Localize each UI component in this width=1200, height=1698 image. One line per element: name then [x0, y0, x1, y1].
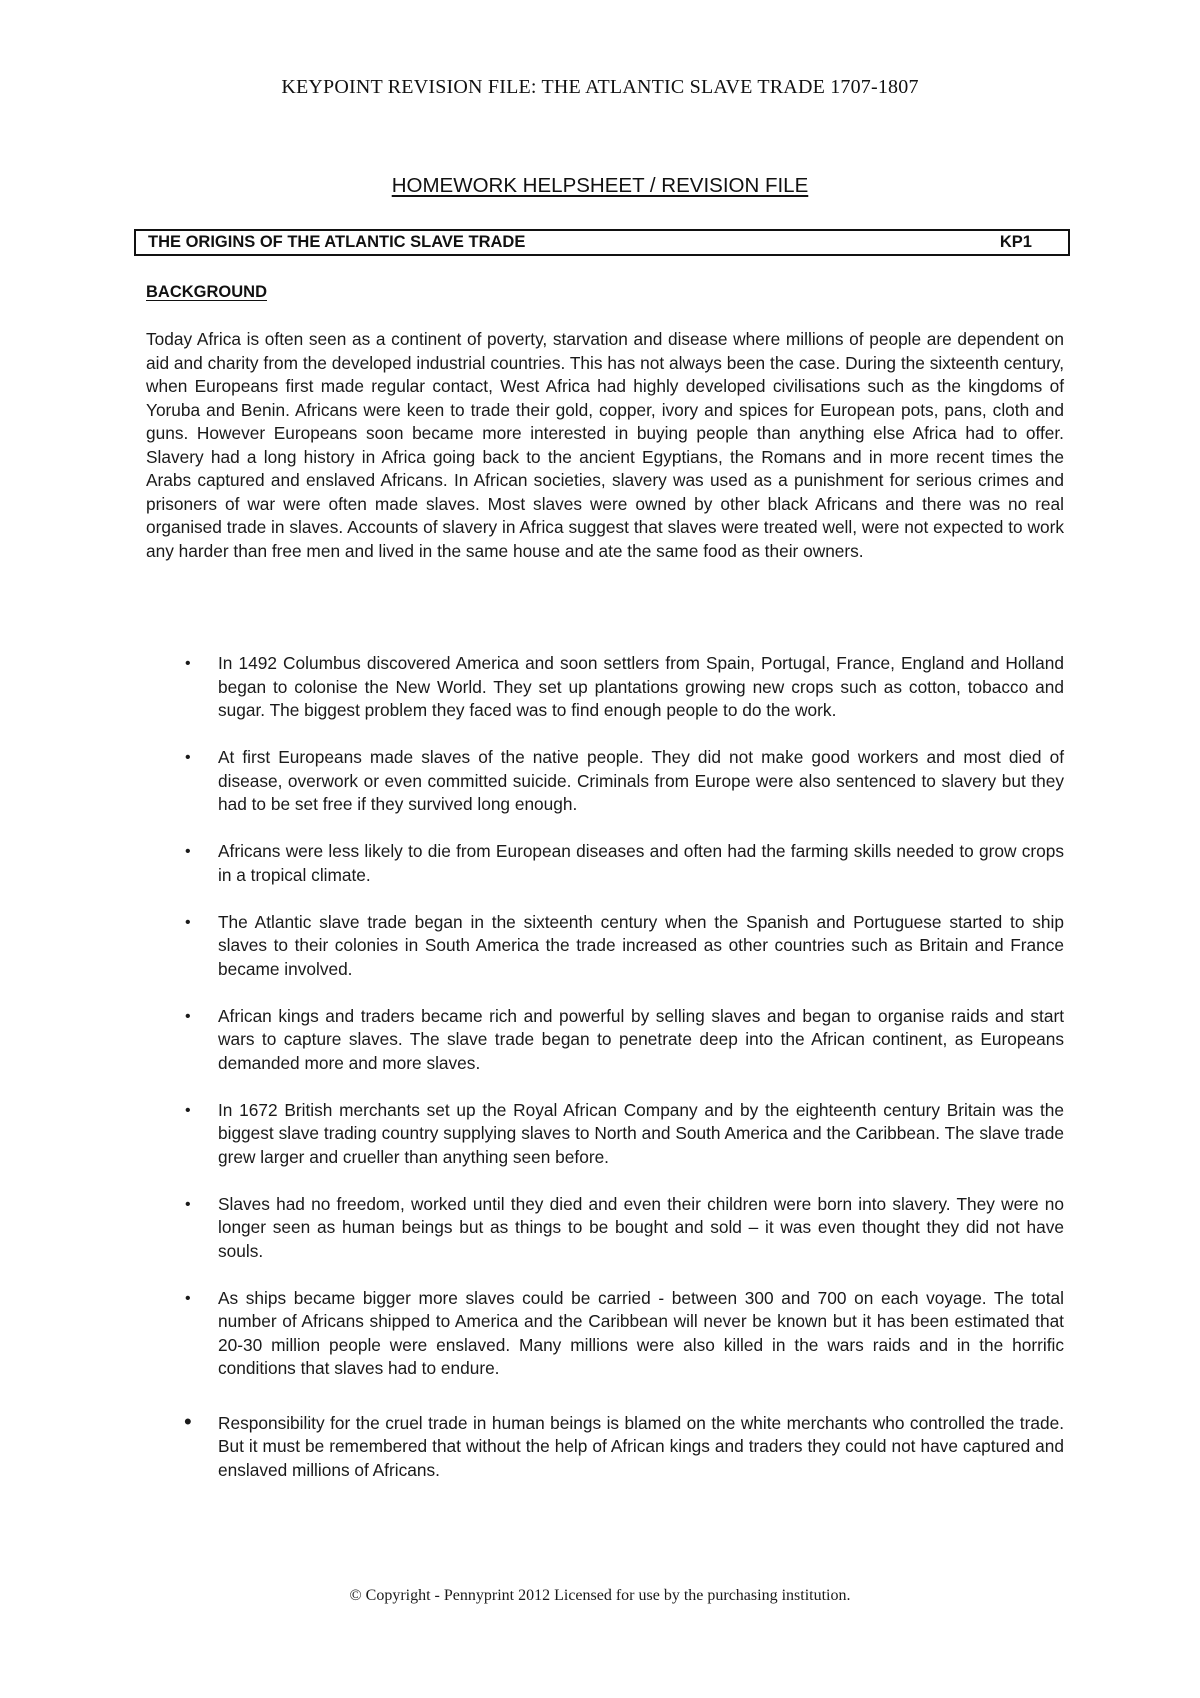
list-item — [0, 911, 1200, 982]
bullet-icon: • — [185, 913, 191, 931]
page-title: HOMEWORK HELPSHEET / REVISION FILE — [391, 174, 809, 197]
bullet-icon: • — [185, 1101, 191, 1119]
bullet-icon: • — [185, 749, 191, 766]
section-title: THE ORIGINS OF THE ATLANTIC SLAVE TRADE — [148, 233, 526, 251]
list-item — [0, 1408, 1200, 1483]
bullet-icon: • — [185, 1007, 191, 1025]
section-code: KP1 — [999, 233, 1032, 251]
list-item-text: Responsibility for the cruel trade in human beings is blamed on the white merchants who controlled the trade. But it must be remembered that without the help of African kings and traders they could not have captured and enslaved millions of Africans. — [218, 1412, 1064, 1480]
section-header-box — [134, 229, 1070, 256]
intro-paragraph: Today Africa is often seen as a continent of poverty, starvation and disease where millions of people are dependent on aid and charity from the developed industrial countries. This has not always been the case. During the sixteenth century, when Europeans first made regular contact, West Africa had highly developed civilisations such as the kingdoms of Yoruba and Benin. Africans were keen to trade their gold, copper, ivory and spices for European pots, pans, cloth and guns. However Europeans soon became more interested in buying people than anything else Africa had to offer. Slavery had a long history in Africa going back to the ancient Egyptians, the Romans and in more recent times the Arabs captured and enslaved Africans. In African societies, slavery was used as a punishment for serious crimes and prisoners of war were often made slaves. Most slaves were owned by other black Africans and there was no real organised trade in slaves. Accounts of slavery in Africa suggest that slaves were treated well, were not expected to work any harder than free men and lived in the same house and ate the same food as their owners. — [146, 329, 1064, 561]
list-item — [0, 1099, 1200, 1170]
list-item-text: As ships became bigger more slaves could be carried - between 300 and 700 on each voyage. The total number of Africans shipped to America and the Caribbean will never be known but it has been estimated that 20-30 million people were enslaved. Many millions were also killed in the wars raids and in the horrific conditions that slaves had to endure. — [218, 1287, 1064, 1378]
list-item-text: Africans were less likely to die from European diseases and often had the farming skills needed to grow crops in a tropical climate. — [218, 841, 1064, 885]
list-item-text: In 1492 Columbus discovered America and soon settlers from Spain, Portugal, France, England and Holland began to colonise the New World. They set up plantations growing new crops such as cotton, tobacco and sugar. The biggest problem they faced was to find enough people to do the work. — [218, 653, 1064, 720]
bullet-icon: • — [185, 843, 191, 860]
list-item-text: Slaves had no freedom, worked until they died and even their children were born into slavery. They were no longer seen as human beings but as things to be bought and sold – it was even thought they did not have souls. — [218, 1193, 1064, 1261]
key-points-list — [0, 652, 1200, 1506]
list-item-text: At first Europeans made slaves of the native people. They did not make good workers and most died of disease, overwork or even committed suicide. Criminals from Europe were also sentenced to slavery but they had to be set free if they survived long enough. — [218, 747, 1064, 814]
list-item-text: African kings and traders became rich and powerful by selling slaves and began to organise raids and start wars to capture slaves. The slave trade began to penetrate deep into the African continent, as Europeans demanded more and more slaves. — [218, 1005, 1064, 1073]
list-item — [0, 652, 1200, 723]
bullet-icon: • — [185, 1195, 191, 1213]
list-item-text: The Atlantic slave trade began in the sixteenth century when the Spanish and Portuguese started to ship slaves to their colonies in South America the trade increased as other countries such as Britain and France became involved. — [218, 911, 1064, 979]
running-header: KEYPOINT REVISION FILE: THE ATLANTIC SLAVE TRADE 1707-1807 — [281, 76, 919, 98]
list-item-text: In 1672 British merchants set up the Royal African Company and by the eighteenth century Britain was the biggest slave trading country supplying slaves to North and South America and the Caribbean. The slave trade grew larger and crueller than anything seen before. — [218, 1099, 1064, 1167]
list-item — [0, 1005, 1200, 1076]
list-item — [0, 1287, 1200, 1381]
bullet-icon: • — [184, 1408, 192, 1434]
list-item — [0, 840, 1200, 887]
list-item — [0, 746, 1200, 817]
copyright-footer: © Copyright - Pennyprint 2012 Licensed for use by the purchasing institution. — [349, 1587, 851, 1604]
bullet-icon: • — [185, 1289, 191, 1307]
background-heading: BACKGROUND — [146, 283, 267, 301]
list-item — [0, 1193, 1200, 1264]
bullet-icon: • — [185, 655, 191, 672]
